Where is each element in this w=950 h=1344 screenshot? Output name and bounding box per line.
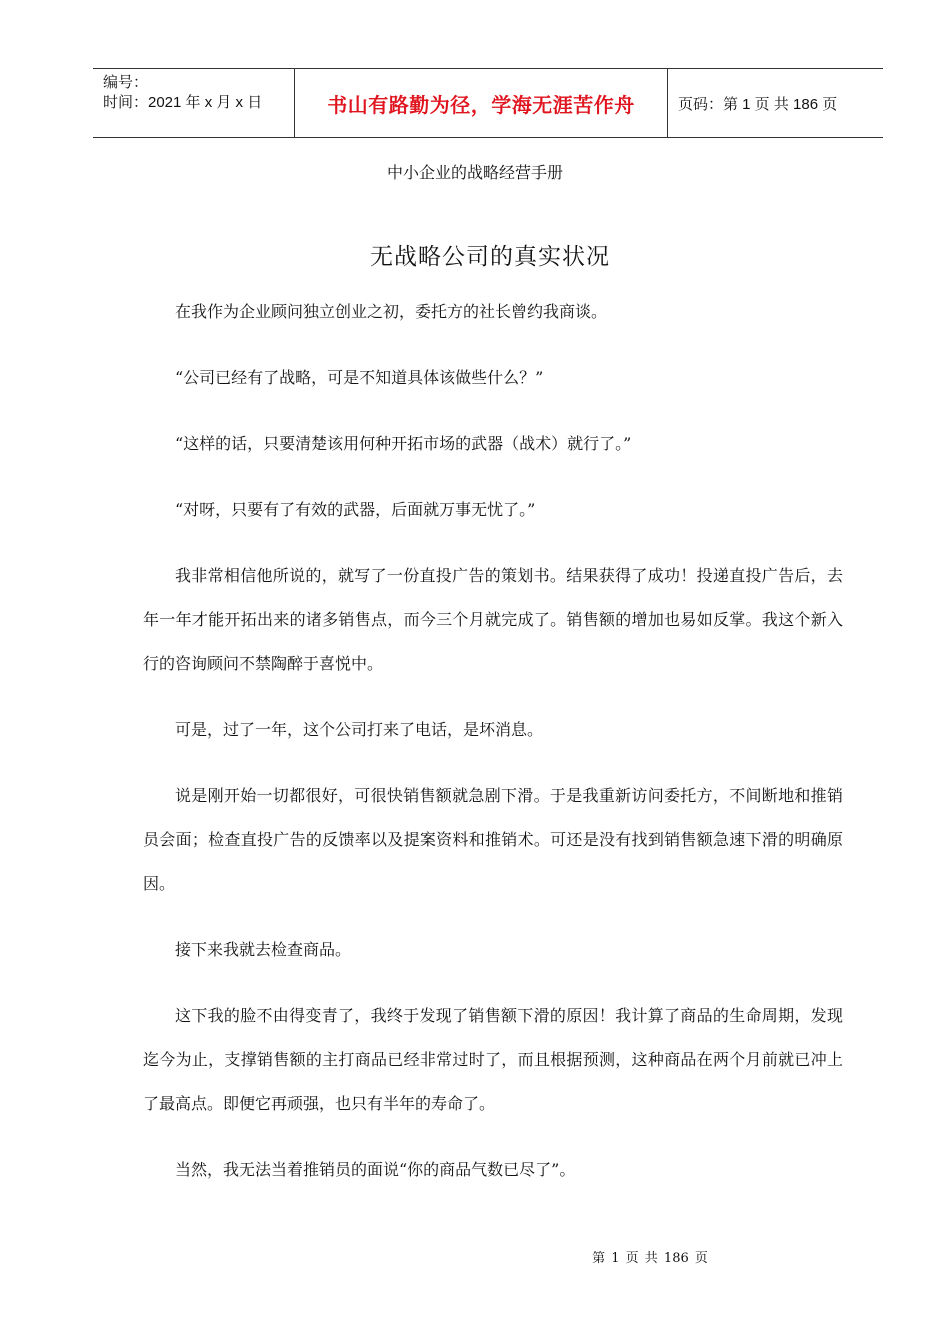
document-title: 无战略公司的真实状况 — [370, 244, 610, 270]
document-body — [143, 290, 843, 1214]
page-footer: 第 1 页 共 186 页 — [592, 1251, 708, 1266]
paragraph: “这样的话，只要清楚该用何种开拓市场的武器（战术）就行了。” — [175, 434, 632, 453]
paragraph: 说是刚开始一切都很好，可很快销售额就急剧下滑。于是我重新访问委托方，不间断地和推销员会面；检查直投广告的反馈率以及提案资料和推销术。可还是没有找到销售额急速下滑的明确原因。 — [143, 786, 843, 893]
paragraph: 这下我的脸不由得变青了，我终于发现了销售额下滑的原因！我计算了商品的生命周期，发现迄今为止，支撑销售额的主打商品已经非常过时了，而且根据预测，这种商品在两个月前就已冲上了最高点。即便它再顽强，也只有半年的寿命了。 — [143, 1006, 843, 1113]
paragraph: 我非常相信他所说的，就写了一份直投广告的策划书。结果获得了成功！投递直投广告后，去年一年才能开拓出来的诸多销售点，而今三个月就完成了。销售额的增加也易如反掌。我这个新入行的咨询顾问不禁陶醉于喜悦中。 — [143, 566, 843, 673]
paragraph: “对呀，只要有了有效的武器，后面就万事无忧了。” — [175, 500, 536, 519]
header-table — [93, 68, 883, 138]
document-subtitle: 中小企业的战略经营手册 — [386, 163, 563, 182]
time-label: 时间：2021 年 x 月 x 日 — [103, 94, 263, 111]
paragraph: 可是，过了一年，这个公司打来了电话，是坏消息。 — [175, 720, 544, 739]
paragraph: 在我作为企业顾问独立创业之初，委托方的社长曾约我商谈。 — [175, 302, 608, 321]
paragraph: “公司已经有了战略，可是不知道具体该做些什么？” — [175, 368, 544, 387]
header-page-label: 页码：第 1 页 共 186 页 — [678, 95, 838, 113]
header-motto: 书山有路勤为径，学海无涯苦作舟 — [295, 69, 668, 137]
paragraph: 当然，我无法当着推销员的面说“你的商品气数已尽了”。 — [175, 1160, 576, 1179]
number-label: 编号： — [103, 74, 149, 91]
paragraph: 接下来我就去检查商品。 — [175, 940, 352, 959]
header-meta-cell — [93, 69, 295, 137]
